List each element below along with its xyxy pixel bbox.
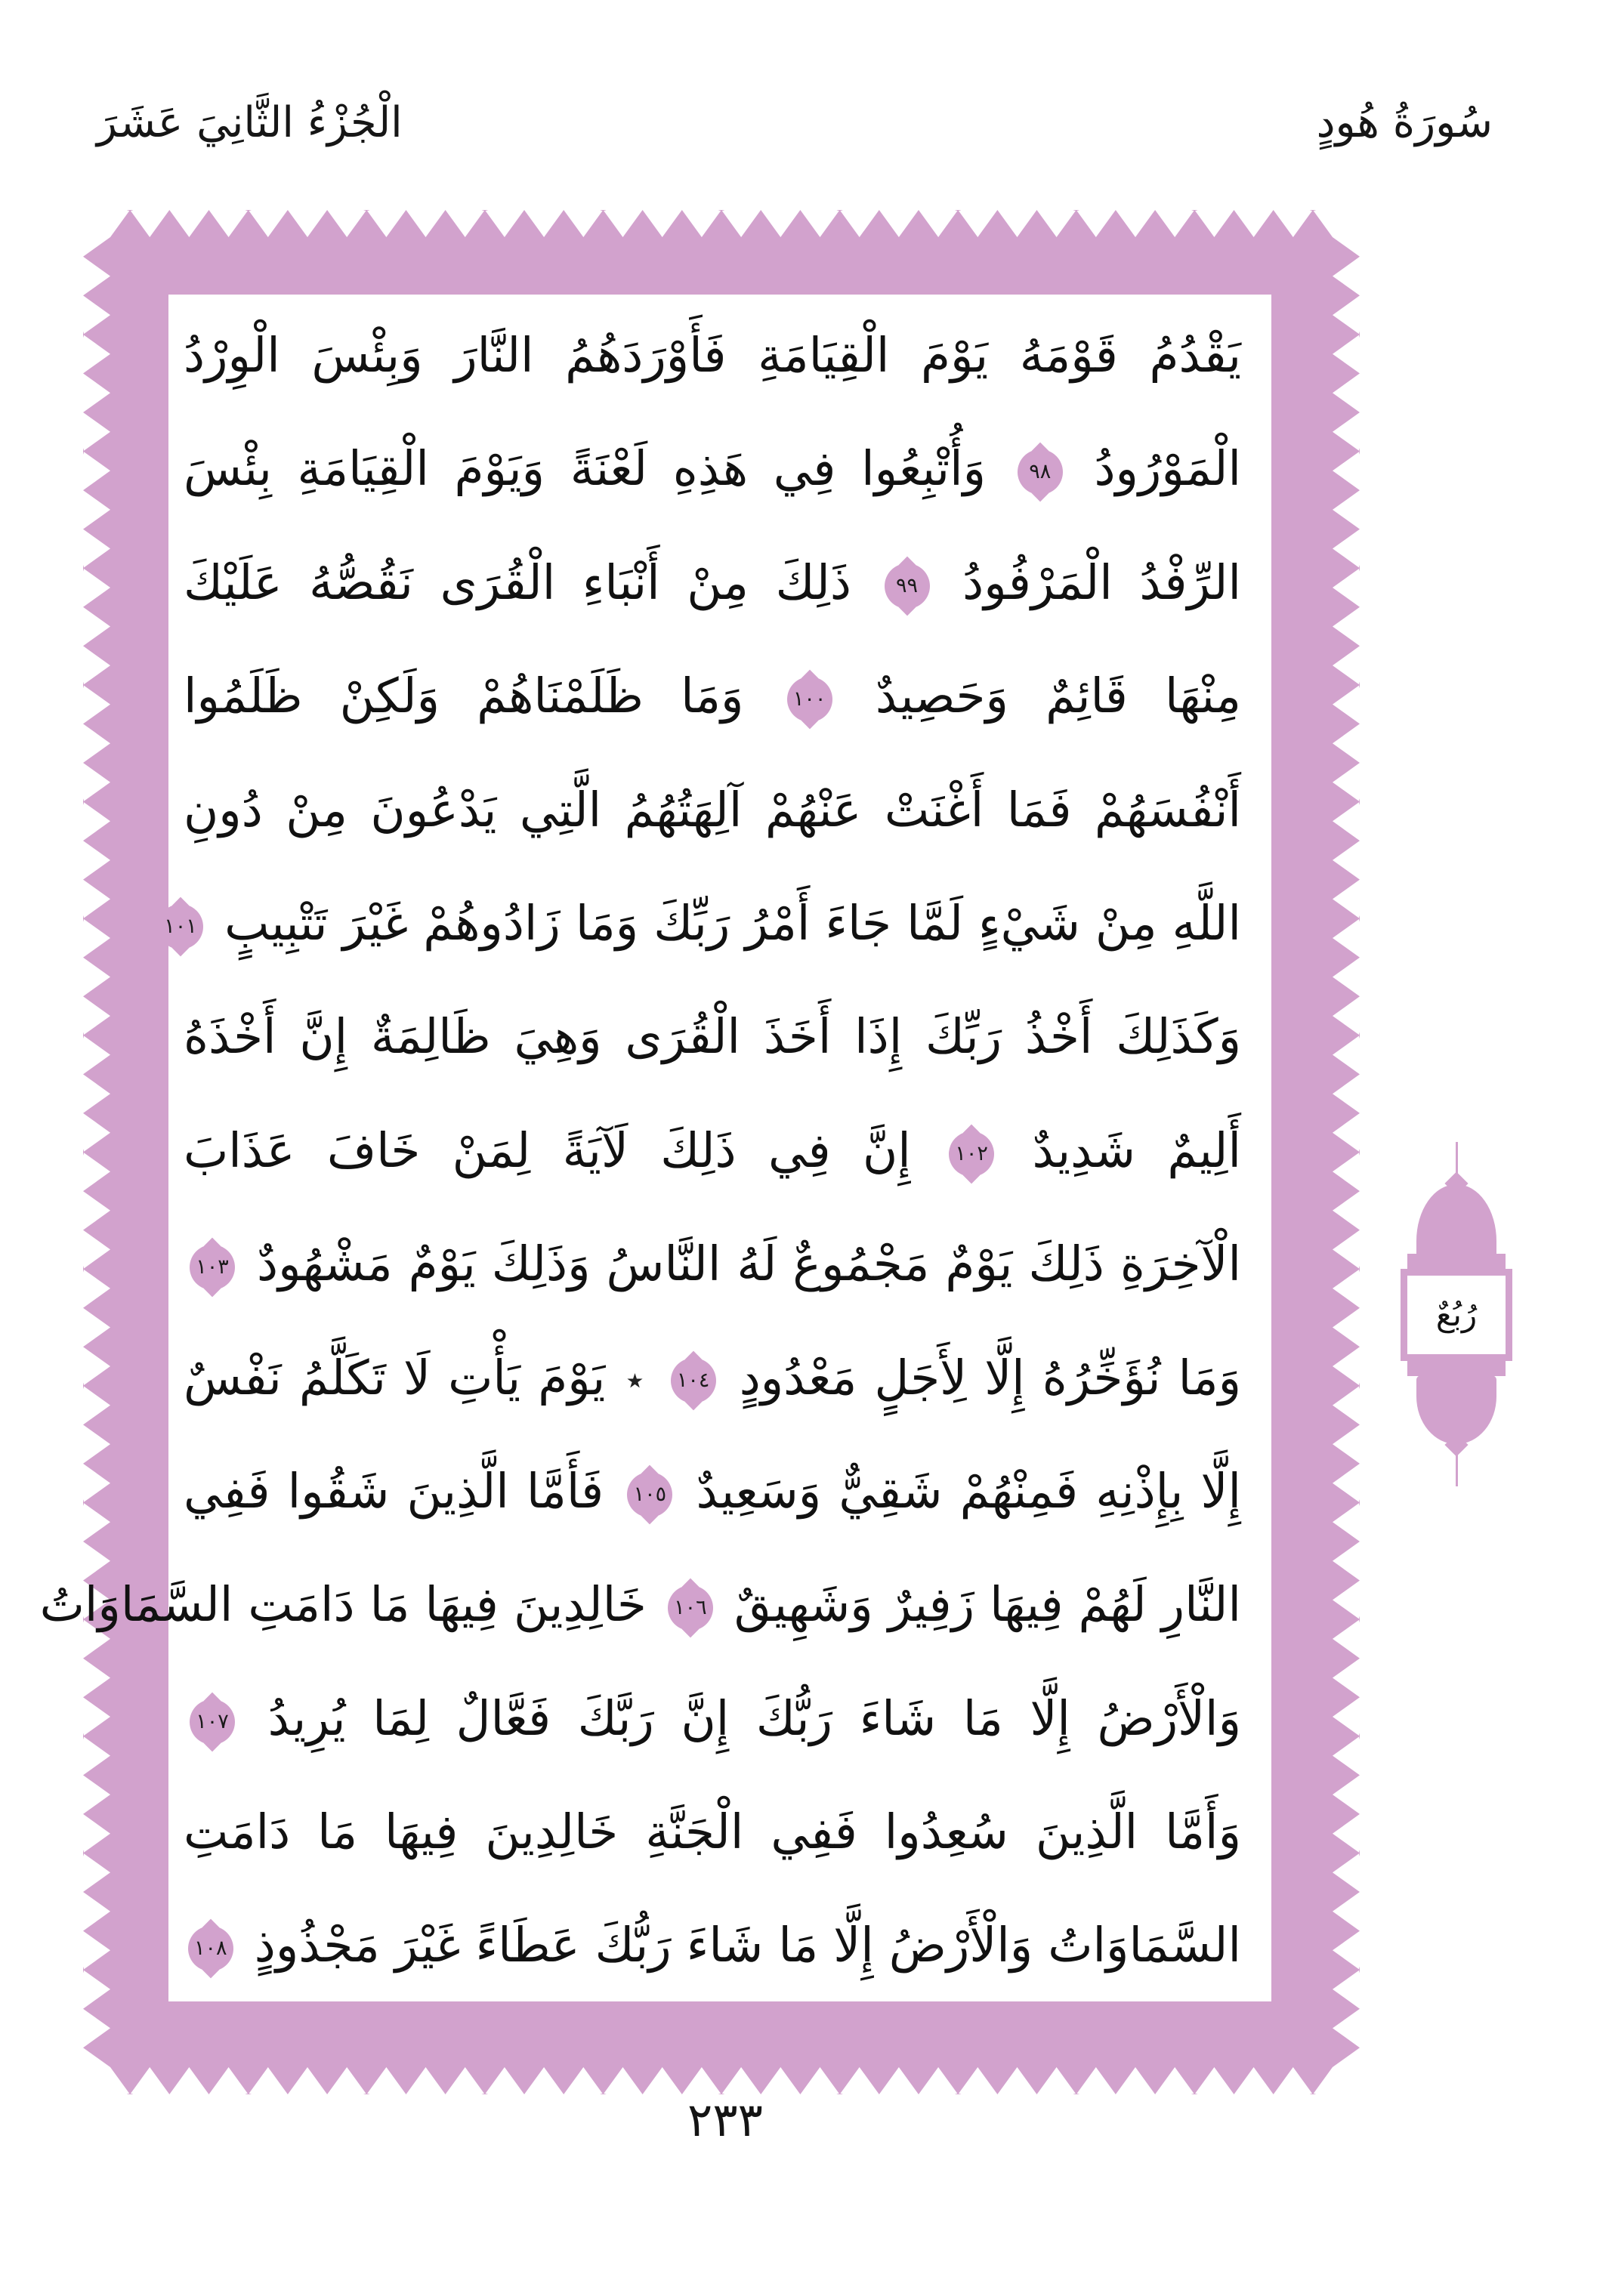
rub-frame (1401, 1269, 1512, 1361)
verse-text: وَالْأَرْضُ إِلَّا مَا شَاءَ رَبُّكَ إِنَّ رَبَّكَ فَعَّالٌ لِمَا يُرِيدُ (267, 1690, 1241, 1746)
ayah-number: ١٠٠ (792, 687, 826, 711)
ayah-marker-rosette (1016, 445, 1064, 499)
ayah-number: ١٠٦ (674, 1596, 707, 1620)
frame-dot-icon (1359, 1847, 1360, 1860)
mushaf-line-3 (184, 526, 1241, 640)
verse-text: الرِّفْدُ الْمَرْفُودُ (962, 554, 1241, 610)
ayah-marker-rosette (786, 672, 834, 727)
frame-dot-icon (596, 210, 610, 211)
verse-text: اللَّهِ مِنْ شَيْءٍ لَمَّا جَاءَ أَمْرُ رَبِّكَ وَمَا زَادُوهُمْ غَيْرَ تَتْبِيبٍ (224, 895, 1241, 951)
verse-text: النَّارِ لَهُمْ فِيهَا زَفِيرٌ وَشَهِيقٌ (734, 1577, 1241, 1633)
frame-dot-icon (83, 678, 84, 692)
ayah-number: ١٠٣ (196, 1255, 229, 1279)
ayah-marker-rosette (947, 1127, 996, 1181)
ayah-marker-rosette (666, 1581, 715, 1635)
mushaf-line-11 (184, 1435, 1241, 1548)
juz-title: الْجُزْءُ الثَّانِيَ عَشَرَ (97, 98, 403, 147)
frame-dot-icon (83, 795, 84, 809)
frame-dot-icon (1359, 1730, 1360, 1743)
ayah-number: ١٠٨ (193, 1936, 227, 1961)
frame-dot-icon (83, 1262, 84, 1276)
mushaf-line-6 (164, 867, 1241, 980)
ayah-marker-rosette (188, 1240, 236, 1295)
frame-dot-icon (1359, 1963, 1360, 1977)
verse-text: وَكَذَلِكَ أَخْذُ رَبِّكَ إِذَا أَخَذَ الْقُرَى وَهِيَ ظَالِمَةٌ إِنَّ أَخْذَهُ (184, 1009, 1241, 1065)
frame-dot-icon (83, 1847, 84, 1860)
frame-dot-icon (478, 210, 492, 211)
frame-dot-icon (1359, 328, 1360, 341)
rub-stem-bottom (1456, 1437, 1458, 1486)
ayah-number: ١٠٤ (676, 1369, 710, 1393)
verse-text: خَالِدِينَ فِيهَا مَا دَامَتِ السَّمَاوَاتُ (39, 1577, 647, 1633)
page-number: ٢٣٣ (687, 2092, 763, 2147)
ayah-number: ١٠٥ (633, 1482, 667, 1506)
frame-dot-icon (83, 328, 84, 341)
ayah-number: ٩٨ (1029, 460, 1052, 484)
frame-dot-icon (1359, 561, 1360, 575)
rub-dome-bottom (1416, 1375, 1496, 1444)
frame-dot-icon (951, 210, 965, 211)
frame-dot-icon (83, 1730, 84, 1743)
mushaf-line-15 (184, 1889, 1241, 2002)
verse-text: وَأُتْبِعُوا فِي هَذِهِ لَعْنَةً وَيَوْمَ الْقِيَامَةِ بِئْسَ (184, 441, 987, 497)
verse-text: أَنْفُسَهُمْ فَمَا أَغْنَتْ عَنْهُمْ آلِهَتُهُمُ الَّتِي يَدْعُونَ مِنْ دُونِ (184, 782, 1241, 838)
rub-collar-bottom (1407, 1359, 1506, 1376)
frame-dot-icon (83, 1029, 84, 1042)
frame-dot-icon (1359, 1262, 1360, 1276)
ayah-marker-rosette (188, 1695, 236, 1749)
rub-collar-top (1407, 1254, 1506, 1270)
mushaf-line-5 (184, 754, 1241, 867)
quran-text-area (39, 299, 1242, 2003)
ayah-marker-rosette (883, 559, 931, 613)
mushaf-line-4 (184, 640, 1241, 753)
frame-dot-icon (83, 912, 84, 925)
frame-dot-icon (1359, 1029, 1360, 1042)
verse-text: ذَلِكَ مِنْ أَنْبَاءِ الْقُرَى نَقُصُّهُ عَلَيْكَ (184, 554, 851, 610)
frame-dot-icon (1306, 210, 1320, 211)
verse-text: السَّمَاوَاتُ وَالْأَرْضُ إِلَّا مَا شَاءَ رَبُّكَ عَطَاءً غَيْرَ مَجْذُوذٍ (254, 1918, 1241, 1974)
rub-label: رُبُعٌ (1435, 1296, 1478, 1333)
verse-text: أَلِيمٌ شَدِيدٌ (1032, 1122, 1242, 1178)
frame-dot-icon (1359, 1146, 1360, 1159)
mushaf-line-14 (184, 1776, 1241, 1889)
ayah-number: ١٠١ (164, 914, 197, 938)
frame-dot-icon (1359, 678, 1360, 692)
mushaf-line-12 (39, 1548, 1241, 1662)
mushaf-line-13 (184, 1662, 1241, 1776)
frame-dot-icon (1188, 210, 1201, 211)
hizb-star-icon: ٭ (625, 1361, 644, 1400)
verse-text: إِنَّ فِي ذَلِكَ لَآيَةً لِمَنْ خَافَ عَذَابَ (184, 1122, 911, 1178)
verse-text: الْآخِرَةِ ذَلِكَ يَوْمٌ مَجْمُوعٌ لَهُ النَّاسُ وَذَلِكَ يَوْمٌ مَشْهُودٌ (257, 1236, 1241, 1292)
frame-dot-icon (1359, 1379, 1360, 1393)
ayah-marker-rosette (625, 1467, 674, 1522)
frame-dot-icon (715, 210, 728, 211)
verse-text: يَوْمَ يَأْتِ لَا تَكَلَّمُ نَفْسٌ (184, 1350, 606, 1406)
frame-dot-icon (123, 210, 137, 211)
mushaf-line-2 (184, 412, 1241, 526)
ayah-number: ١٠٢ (955, 1141, 988, 1165)
mushaf-line-10 (184, 1322, 1241, 1435)
ayah-marker-rosette (669, 1353, 718, 1408)
frame-dot-icon (242, 210, 255, 211)
mushaf-line-9 (184, 1208, 1241, 1321)
verse-text: الْمَوْرُودُ (1094, 441, 1242, 497)
frame-dot-icon (360, 210, 373, 211)
frame-dot-icon (83, 561, 84, 575)
frame-dot-icon (833, 210, 847, 211)
frame-dot-icon (1359, 445, 1360, 458)
surah-title: سُورَةُ هُودٍ (1316, 98, 1493, 147)
frame-dot-icon (1359, 1496, 1360, 1510)
frame-dot-icon (83, 1379, 84, 1393)
rub-dome-top (1416, 1184, 1496, 1263)
ayah-marker-rosette (156, 900, 205, 954)
verse-text: إِلَّا بِإِذْنِهِ فَمِنْهُمْ شَقِيٌّ وَسَعِيدٌ (696, 1463, 1241, 1519)
frame-dot-icon (83, 1496, 84, 1510)
mushaf-line-7 (184, 980, 1241, 1094)
frame-dot-icon (83, 1963, 84, 1977)
frame-dot-icon (83, 1146, 84, 1159)
frame-dot-icon (1070, 210, 1083, 211)
mushaf-line-1 (184, 299, 1241, 412)
frame-dot-icon (1359, 795, 1360, 809)
verse-text: وَمَا نُؤَخِّرُهُ إِلَّا لِأَجَلٍ مَعْدُودٍ (739, 1350, 1242, 1406)
frame-dot-icon (1359, 912, 1360, 925)
frame-dot-icon (1359, 1612, 1360, 1626)
frame-dot-icon (83, 445, 84, 458)
verse-text: فَأَمَّا الَّذِينَ شَقُوا فَفِي (184, 1463, 604, 1519)
ayah-number: ٩٩ (896, 573, 919, 597)
verse-text: وَمَا ظَلَمْنَاهُمْ وَلَكِنْ ظَلَمُوا (184, 668, 744, 724)
mushaf-line-8 (184, 1094, 1241, 1208)
ayah-marker-rosette (187, 1921, 235, 1976)
rub-hizb-margin-ornament (1387, 1142, 1526, 1486)
verse-text: وَأَمَّا الَّذِينَ سُعِدُوا فَفِي الْجَنَّةِ خَالِدِينَ فِيهَا مَا دَامَتِ (184, 1804, 1241, 1860)
verse-text: يَقْدُمُ قَوْمَهُ يَوْمَ الْقِيَامَةِ فَأَوْرَدَهُمُ النَّارَ وَبِئْسَ الْوِرْدُ (184, 328, 1241, 383)
verse-text: مِنْهَا قَائِمٌ وَحَصِيدٌ (875, 668, 1242, 724)
ayah-number: ١٠٧ (196, 1709, 229, 1733)
